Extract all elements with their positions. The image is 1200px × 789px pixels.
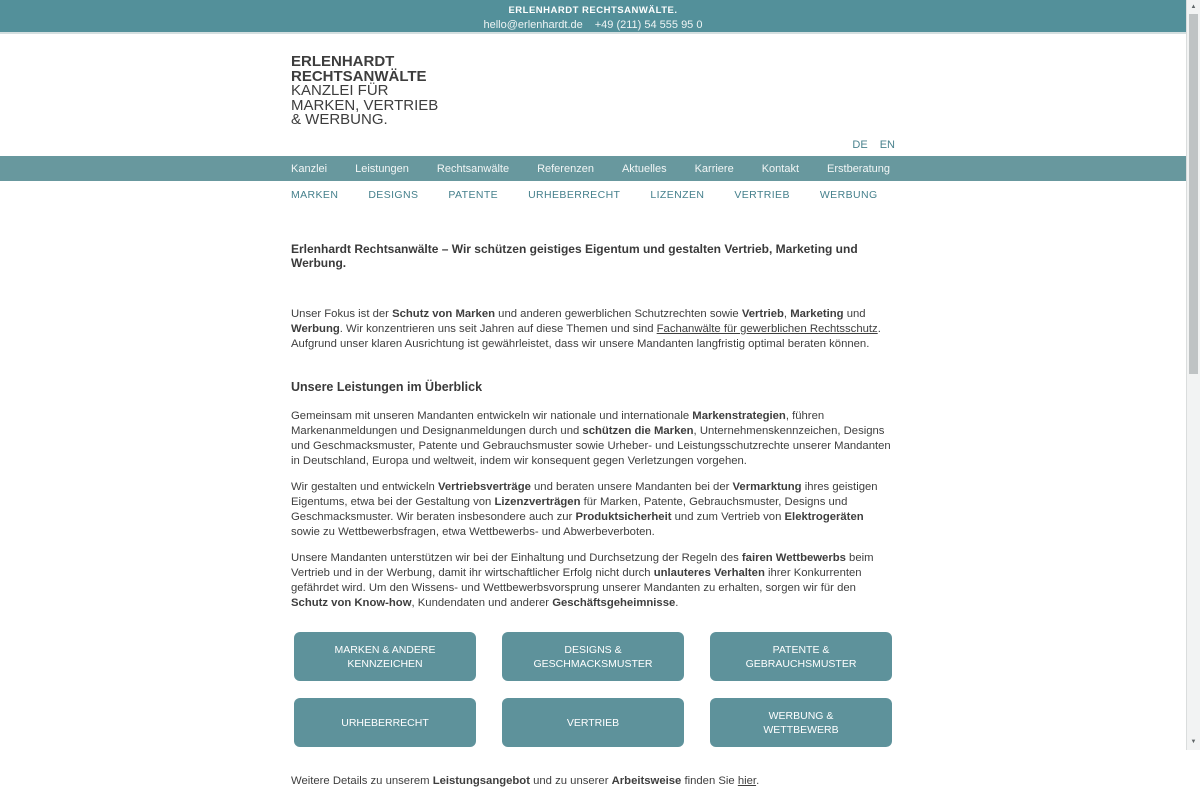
subnav-item-patente[interactable]: PATENTE	[448, 188, 499, 201]
logo-line: ERLENHARDT	[291, 53, 395, 70]
text-segment: Unser Fokus ist der	[291, 308, 393, 320]
text-segment: Markenstrategien	[692, 410, 786, 422]
tile-label: GESCHMACKSMUSTER	[533, 657, 653, 670]
tile-label: MARKEN & ANDERE	[334, 643, 436, 656]
paragraph-wettbewerb	[291, 551, 895, 611]
subnav-item-urheberrecht[interactable]: URHEBERRECHT	[528, 188, 621, 201]
scrollbar[interactable]	[1186, 0, 1200, 750]
tile-label: KENNZEICHEN	[347, 657, 423, 670]
text-segment: Unsere Mandanten unterstützen wir bei der Einhaltung und Durchsetzung der Regeln des	[291, 552, 742, 564]
section-heading-leistungen: Unsere Leistungen im Überblick	[291, 380, 483, 394]
tile-vertrieb-button[interactable]	[502, 698, 684, 747]
text-segment: Elektrogeräten	[784, 511, 864, 523]
subnav-item-designs[interactable]: DESIGNS	[368, 188, 419, 201]
page-title: Erlenhardt Rechtsanwälte – Wir schützen geistiges Eigentum und gestalten Vertrieb, Marketing und Werbung.	[291, 242, 858, 270]
topbar-email-link[interactable]: hello@erlenhardt.de	[483, 19, 583, 31]
paragraph-markenstrategien	[291, 409, 895, 469]
text-segment: und zu unserer	[529, 775, 612, 787]
text-segment: Wir gestalten und entwickeln	[291, 481, 438, 493]
tile-designs-geschmacksmuster-button[interactable]	[502, 632, 684, 681]
scrollbar-down-arrow-icon[interactable]: ▼	[1190, 739, 1197, 745]
text-segment: und anderen gewerblichen Schutzrechten sowie	[495, 308, 742, 320]
nav-item-karriere[interactable]: Karriere	[694, 162, 734, 175]
text-segment: fairen Wettbewerbs	[741, 552, 846, 564]
logo-line: RECHTSANWÄLTE	[291, 67, 427, 85]
text-segment: unlauteres Verhalten	[653, 567, 765, 579]
text-segment: , Kundendaten und anderer	[411, 597, 553, 609]
logo-line: KANZLEI FÜR	[291, 82, 389, 99]
scrollbar-up-arrow-icon[interactable]: ▲	[1190, 4, 1197, 10]
nav-item-aktuelles[interactable]: Aktuelles	[621, 162, 667, 175]
text-segment: Gemeinsam mit unseren Mandanten entwickeln wir nationale und internationale	[291, 410, 693, 422]
text-segment: Schutz von Know-how	[291, 597, 412, 609]
text-segment: und	[843, 308, 866, 320]
text-segment: , führen Markenanmeldungen und Designanmeldungen durch und	[291, 410, 825, 437]
subnav-item-vertrieb[interactable]: VERTRIEB	[734, 188, 790, 201]
text-segment: . Aufgrund unser klaren Ausrichtung ist gewährleistet, dass wir unsere Mandanten langfristig optimal beraten können.	[291, 323, 881, 350]
text-segment: Werbung	[291, 323, 340, 335]
intro-paragraph	[291, 307, 895, 352]
inline-text-link[interactable]: Fachanwälte für gewerblichen Rechtsschutz	[656, 323, 878, 335]
nav-item-erstberatung[interactable]: Erstberatung	[827, 162, 890, 175]
logo-line: MARKEN, VERTRIEB	[291, 96, 439, 114]
text-segment: Vertrieb	[741, 308, 784, 320]
text-segment: finden Sie	[681, 775, 738, 787]
text-segment: und beraten unsere Mandanten bei der	[530, 481, 733, 493]
text-segment: Weitere Details zu unserem	[291, 775, 433, 787]
nav-item-kanzlei[interactable]: Kanzlei	[291, 162, 328, 175]
site-header	[0, 34, 1186, 156]
topbar-firm-name: ERLENHARDT RECHTSANWÄLTE.	[508, 5, 678, 16]
topbar	[0, 0, 1186, 34]
logo-line: & WERBUNG.	[291, 111, 388, 128]
nav-item-rechtsanwaelte[interactable]: Rechtsanwälte	[436, 162, 510, 175]
text-segment: . Wir konzentrieren uns seit Jahren auf diese Themen und sind	[339, 323, 657, 335]
text-segment: Geschäftsgeheimnisse	[552, 597, 676, 609]
text-segment: für Marken, Patente, Gebrauchsmuster, Designs und Geschmacksmuster. Wir beraten insbesondere auch zur	[291, 496, 848, 523]
tile-label: DESIGNS &	[564, 643, 622, 656]
tile-werbung-wettbewerb-button[interactable]	[710, 698, 892, 747]
service-tiles	[294, 632, 892, 747]
text-segment: ihres geistigen Eigentums, etwa bei der Gestaltung von	[291, 481, 878, 508]
text-segment: beim Vertrieb und in der Werbung, damit ihr wirtschaftlicher Erfolg nicht durch	[291, 552, 874, 579]
tile-marken-kennzeichen-button[interactable]	[294, 632, 476, 681]
lang-en-link[interactable]: EN	[879, 139, 895, 151]
topbar-contact	[0, 19, 1186, 31]
text-segment: Vermarktung	[732, 481, 802, 493]
tile-urheberrecht-button[interactable]	[294, 698, 476, 747]
subnav-item-werbung[interactable]: WERBUNG	[819, 188, 878, 201]
nav-item-referenzen[interactable]: Referenzen	[537, 162, 594, 175]
text-segment: ihrer Konkurrenten gefährdet wird. Um den Wissens- und Wettbewerbsvorsprung unserer Mandanten zu erhalten, sorgen wir für den	[291, 567, 862, 594]
paragraph-vertriebsvertraege	[291, 480, 895, 540]
topbar-phone-link[interactable]: +49 (211) 54 555 95 0	[594, 19, 703, 31]
tile-patente-gebrauchsmuster-button[interactable]	[710, 632, 892, 681]
inline-text-link[interactable]: hier	[737, 775, 757, 787]
language-switcher	[843, 139, 895, 151]
logo[interactable]	[291, 34, 895, 128]
nav-item-kontakt[interactable]: Kontakt	[761, 162, 800, 175]
subnav-item-lizenzen[interactable]: LIZENZEN	[650, 188, 705, 201]
text-segment: Marketing	[790, 308, 844, 320]
sub-navigation	[0, 181, 1186, 208]
tile-label: VERTRIEB	[566, 716, 620, 729]
tile-label: WETTBEWERB	[763, 723, 839, 736]
text-segment: Produktsicherheit	[575, 511, 672, 523]
text-segment: schützen die Marken	[582, 425, 694, 437]
tile-label: URHEBERRECHT	[341, 716, 429, 729]
subnav-item-marken[interactable]: MARKEN	[291, 188, 339, 201]
text-segment: ,	[783, 308, 791, 320]
scrollbar-thumb[interactable]	[1189, 14, 1198, 374]
nav-item-leistungen[interactable]: Leistungen	[355, 162, 409, 175]
text-segment: und zum Vertrieb von	[671, 511, 785, 523]
text-segment: sowie zu Wettbewerbsfragen, etwa Wettbewerbs- und Abwerbeverboten.	[291, 526, 655, 538]
text-segment: Arbeitsweise	[611, 775, 682, 787]
details-link-paragraph	[291, 774, 895, 789]
tile-label: PATENTE & GEBRAUCHSMUSTER	[745, 643, 857, 670]
main-content	[291, 242, 895, 789]
tile-label: WERBUNG &	[768, 709, 834, 722]
text-segment: , Unternehmenskennzeichen, Designs und Geschmacksmuster, Patente und Gebrauchsmuster sowie Urheber- und Leistungsschutzrechte unserer Mandanten in Deutschland, Europa und weltweit, indem wir konsequent gegen Verletzungen vorgehen.	[291, 425, 891, 467]
text-segment: Schutz von Marken	[392, 308, 496, 320]
text-segment: Lizenzverträgen	[494, 496, 581, 508]
lang-de-link[interactable]: DE	[852, 139, 868, 151]
text-segment: Vertriebsverträge	[437, 481, 531, 493]
text-segment: .	[675, 597, 679, 609]
text-segment: .	[756, 775, 760, 787]
text-segment: Leistungsangebot	[432, 775, 530, 787]
main-navigation	[0, 156, 1186, 181]
